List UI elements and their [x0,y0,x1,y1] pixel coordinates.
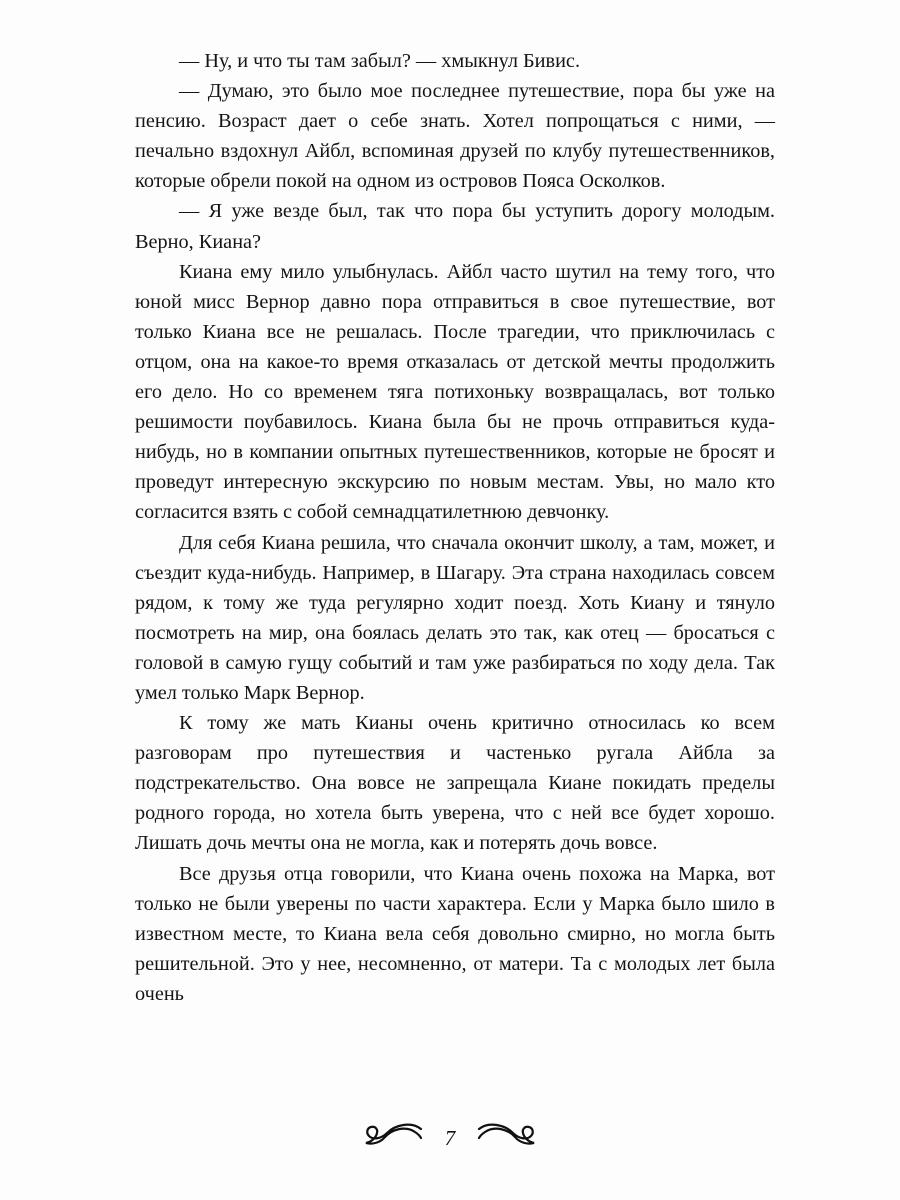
paragraph: — Ну, и что ты там забыл? — хмыкнул Бивис. [179,50,581,72]
paragraph: Киана ему мило улыбнулась. Айбл часто шутил на тему того, что юной мисс Вернор давно пора отправиться в свое путешествие, вот только Киана все не решалась. После трагедии, что приключилась с отцом, она на какое-то время отказалась от детской мечты продолжить его дело. Но со временем тяга потихоньку возвращалась, вот только решимости поубавилось. Киана была бы не прочь отправиться куда-нибудь, но в компании опытных путешественников, которые не бросят и проведут интересную экскурсию по новым местам. Увы, но мало кто согласится взять с собой семнадцатилетнюю девчонку. [135,260,775,524]
paragraph: — Думаю, это было мое последнее путешествие, пора бы уже на пенсию. Возраст дает о себе знать. Хотел попрощаться с ними, — печально вздохнул Айбл, вспоминая друзей по клубу путешественников, которые обрели покой на одном из островов Пояса Осколков. [135,80,775,193]
body-text-column [135,46,775,1009]
flourish-ornament-icon [477,1123,535,1153]
paragraph: — Я уже везде был, так что пора бы уступить дорогу молодым. Верно, Киана? [135,200,775,253]
page-footer [0,1108,900,1168]
paragraph: К тому же мать Кианы очень критично относилась ко всем разговорам про путешествия и частенько ругала Айбла за подстрекательство. Она вовсе не запрещала Киане покидать пределы родного города, но хотела быть уверена, что с ней все будет хорошо. Лишать дочь мечты она не могла, как и потерять дочь вовсе. [135,712,775,855]
flourish-ornament-icon [365,1123,423,1153]
paragraph: Все друзья отца говорили, что Киана очень похожа на Марка, вот только не были уверены по части характера. Если у Марка было шило в известном месте, то Киана вела себя довольно смирно, но могла быть решительной. Это у нее, несомненно, от матери. Та с молодых лет была очень [135,862,775,1005]
paragraph: Для себя Киана решила, что сначала окончит школу, а там, может, и съездит куда-нибудь. Например, в Шагару. Эта страна находилась совсем рядом, к тому же туда регулярно ходит поезд. Хоть Киану и тянуло посмотреть на мир, она боялась делать это так, как отец — бросаться с головой в самую гущу событий и там уже разбираться по ходу дела. Так умел только Марк Вернор. [135,531,775,704]
page-number: 7 [444,1125,456,1150]
